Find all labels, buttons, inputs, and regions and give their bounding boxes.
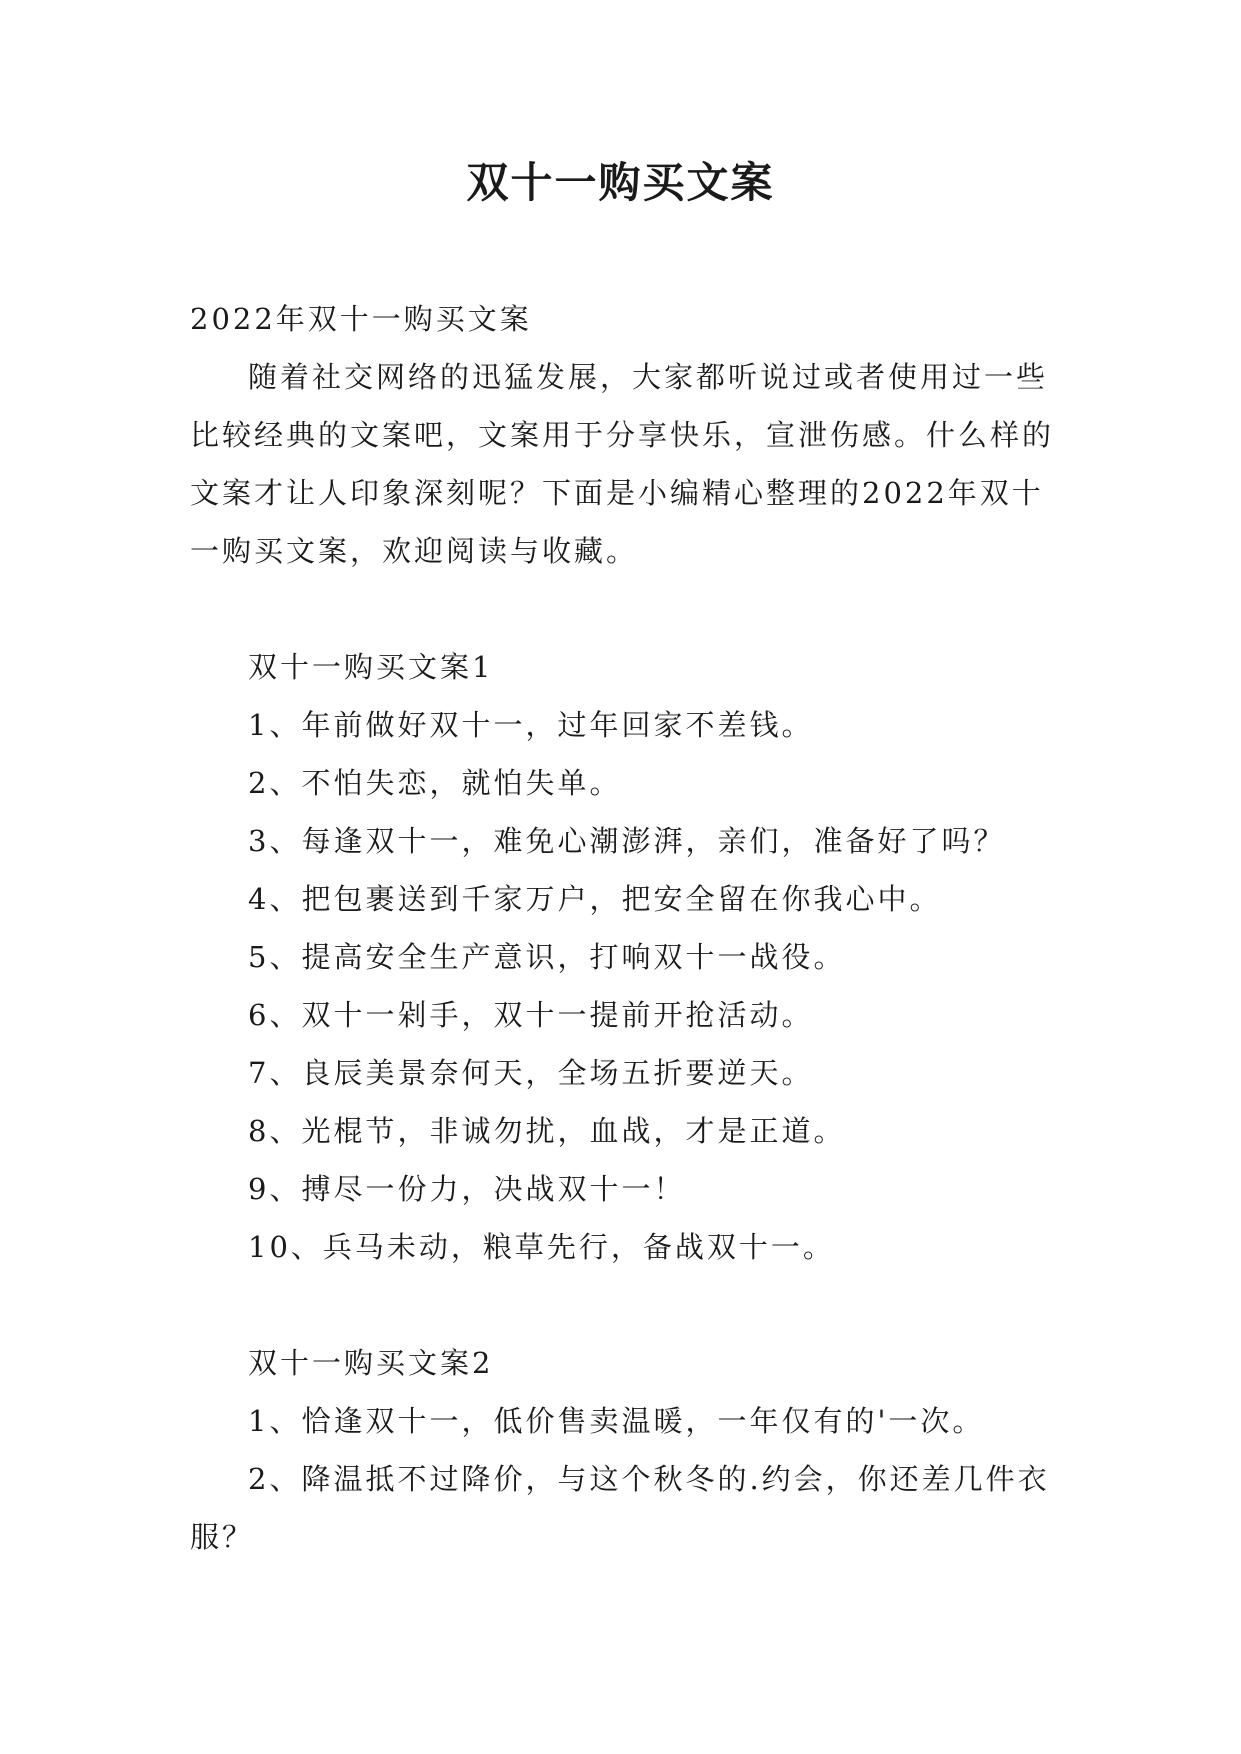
list-item: 4、把包裹送到千家万户，把安全留在你我心中。 (248, 882, 942, 916)
list-item: 9、搏尽一份力，决战双十一！ (248, 1172, 686, 1206)
section-list-2 (190, 1392, 1060, 1566)
list-item: 6、双十一剁手，双十一提前开抢活动。 (248, 998, 814, 1032)
paragraph-spacer (190, 1276, 1060, 1334)
list-item: 2、降温抵不过降价，与这个秋冬的.约会，你还差几件衣服？ (190, 1462, 1050, 1554)
list-item: 7、良辰美景奈何天，全场五折要逆天。 (248, 1056, 814, 1090)
list-item: 3、每逢双十一，难免心潮澎湃，亲们，准备好了吗？ (248, 824, 1006, 858)
list-item: 10、兵马未动，粮草先行，备战双十一。 (248, 1230, 835, 1264)
list-item: 8、光棍节，非诚勿扰，血战，才是正道。 (248, 1114, 846, 1148)
section-heading-2: 双十一购买文案2 (248, 1346, 494, 1380)
intro-paragraph: 随着社交网络的迅猛发展，大家都听说过或者使用过一些比较经典的文案吧，文案用于分享快乐，宣泄伤感。什么样的文案才让人印象深刻呢？下面是小编精心整理的2022年双十一购买文案，欢迎阅读与收藏。 (190, 360, 1055, 568)
document-body (190, 290, 1060, 1566)
document-title: 双十一购买文案 (466, 158, 775, 207)
document-subtitle: 2022年双十一购买文案 (190, 302, 532, 336)
list-item: 1、恰逢双十一，低价售卖温暖，一年仅有的'一次。 (248, 1404, 985, 1438)
list-item: 1、年前做好双十一，过年回家不差钱。 (248, 708, 814, 742)
list-item: 5、提高安全生产意识，打响双十一战役。 (248, 940, 846, 974)
section-heading-1: 双十一购买文案1 (248, 650, 494, 684)
section-list-1 (190, 696, 1060, 1276)
list-item: 2、不怕失恋，就怕失单。 (248, 766, 622, 800)
paragraph-spacer (190, 580, 1060, 638)
